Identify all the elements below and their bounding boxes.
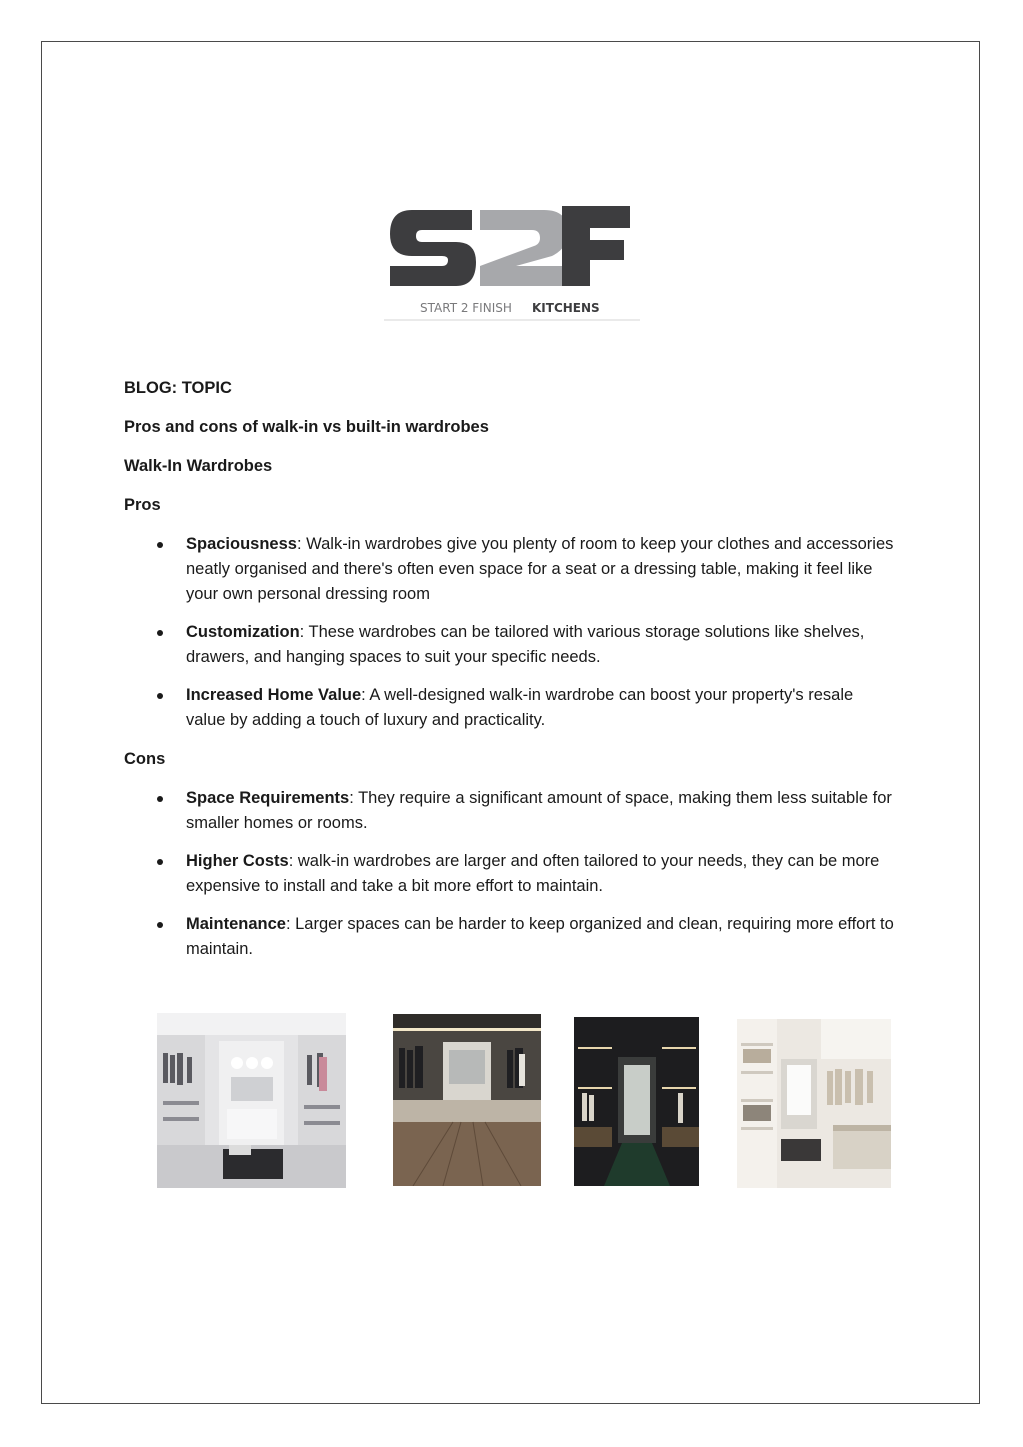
- pros-heading: Pros: [124, 496, 161, 514]
- blog-label: BLOG: TOPIC: [124, 379, 232, 397]
- list-item-text: : Larger spaces can be harder to keep organized and clean, requiring more effort to maintain.: [186, 915, 894, 958]
- cons-heading: Cons: [124, 750, 166, 768]
- section-heading: Walk-In Wardrobes: [124, 457, 273, 475]
- list-item-text: : They require a significant amount of space, making them less suitable for smaller homes or rooms.: [186, 789, 892, 832]
- list-item: [124, 786, 894, 836]
- list-item-text: : walk-in wardrobes are larger and often tailored to your needs, they can be more expensive to install and take a bit more effort to maintain.: [186, 852, 880, 895]
- list-item-term: Maintenance: [186, 915, 286, 933]
- list-item-text: : A well-designed walk-in wardrobe can boost your property's resale value by adding a touch of luxury and practicality.: [186, 686, 854, 729]
- wardrobe-photo-dark: [574, 1017, 699, 1186]
- wardrobe-photo-white: [157, 1013, 346, 1188]
- list-item-term: Customization: [186, 623, 300, 641]
- s2f-logo: [384, 200, 640, 322]
- list-item: [124, 912, 894, 962]
- list-item-term: Increased Home Value: [186, 686, 362, 704]
- list-item-term: Space Requirements: [186, 789, 350, 807]
- pros-list: [124, 532, 894, 733]
- list-item: [124, 683, 894, 733]
- blog-title: Pros and cons of walk-in vs built-in wardrobes: [124, 418, 489, 436]
- list-item: [124, 532, 894, 607]
- list-item-text: : These wardrobes can be tailored with various storage solutions like shelves, drawers, and hanging spaces to suit your specific needs.: [186, 623, 865, 666]
- list-item: [124, 849, 894, 899]
- logo-tagline-light: START 2 FINISH: [420, 301, 512, 315]
- wardrobe-photo-shelves: [737, 1019, 891, 1188]
- list-item-term: Spaciousness: [186, 535, 297, 553]
- list-item: [124, 620, 894, 670]
- list-item-text: : Walk-in wardrobes give you plenty of room to keep your clothes and accessories neatly organised and there's often even space for a seat or a dressing table, making it feel like your own personal dressing room: [186, 535, 894, 603]
- logo-tagline-bold: KITCHENS: [532, 301, 600, 315]
- blog-content: [124, 376, 894, 976]
- cons-list: [124, 786, 894, 962]
- list-item-term: Higher Costs: [186, 852, 289, 870]
- wardrobe-photo-wood: [393, 1014, 541, 1186]
